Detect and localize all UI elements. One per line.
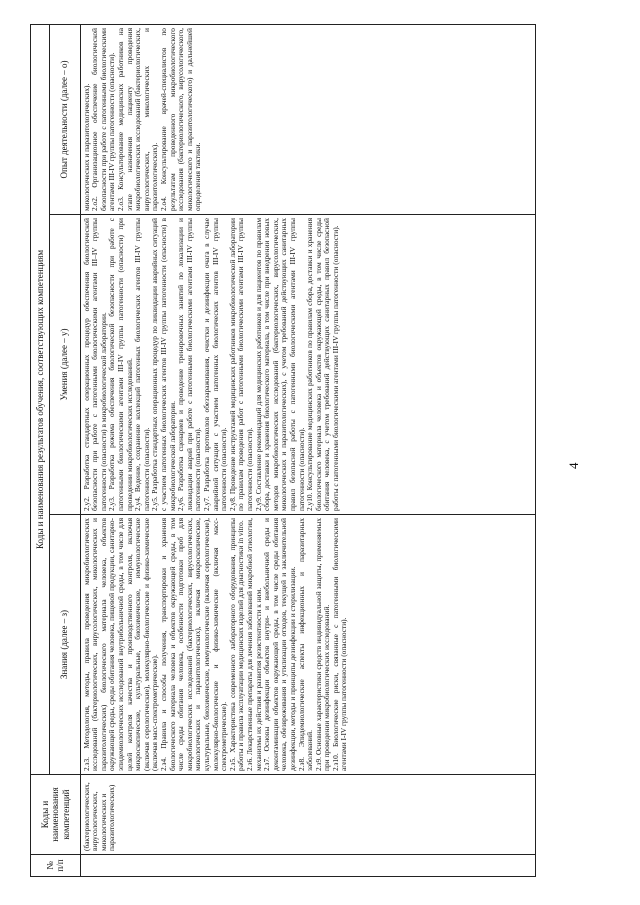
col-header-knowledge: Знания (далее – з) bbox=[49, 515, 80, 775]
col-header-code: Коды и наименования компетенций bbox=[31, 775, 81, 855]
skill-item: 2.у10. Консультирование медицинских работников по правилам сбора, доставки и хранения биологического материала человека и объектов окружающей среды, в том числе среды обитания человека, с учетом требований действующих санитарных правил безопасной работы с патогенными биологическими агентами III-IV группы патогенности (опасности). bbox=[305, 218, 340, 511]
knowledge-item: 2.з8. Эпидемиологические аспекты инфекционных и паразитарных заболеваний. bbox=[296, 518, 315, 771]
knowledge-item: 2.з4. Правила и способы получения, транспортировки и хранения биологического материала человека и объектов окружающей среды, в том числе среды обитания человека, особенности подготовки проб для микробиологических исследований (бактериологических, вирусологических, микологических и паразитологических), включая микроскопические, культуральные, биохимические, иммунологические (включая серологические), молекулярно-биологические и физико-химические (включая масс-спектрометрические). bbox=[159, 518, 229, 771]
cell-experience bbox=[80, 25, 535, 215]
skill-item: 2.у6. Разработка сценариев и проведение тренировочных занятий по локализации и ликвидации аварий при работе с патогенными биологическими агентами III-IV группы патогенности (опасности). bbox=[176, 218, 203, 511]
cell-number bbox=[80, 855, 535, 877]
experience-item: 2.о2. Организационное обеспечение биологической безопасности при работе с патогенными биологическими агентами III-IV группы патогенности (опасности). bbox=[90, 28, 117, 211]
knowledge-item: 2.з5. Характеристика современного лабораторного оборудования, принципы работы и правила эксплуатации медицинских изделий для диагностики in vitro. bbox=[227, 518, 246, 771]
experience-item: 2.о3. Консультирование медицинских работников на этапе назначения пациенту проведения микробиологических исследований (бактериологических, вирусологических, микологических и паразитологических). bbox=[116, 28, 160, 211]
cell-knowledge bbox=[80, 515, 535, 775]
knowledge-item: 2.з9. Основные характеристики средств индивидуальной защиты, применяемых при проведении микробиологических исследований. bbox=[313, 518, 332, 771]
col-header-experience: Опыт деятельности (далее – о) bbox=[49, 25, 80, 215]
cell-skills bbox=[80, 215, 535, 515]
skill-item: 2.у8. Проведение инструктажей медицинских работников микробиологической лаборатории по правилам проведения работ с патогенными биологическими агентами III-IV группы патогенности (опасности). bbox=[227, 218, 254, 511]
col-header-number: № п/п bbox=[31, 855, 81, 877]
knowledge-item: 2.з6. Лекарственные препараты для лечения заболеваний микробной этиологии, механизмы их действия и развития резистентности к ним. bbox=[244, 518, 263, 771]
skill-item: 2.у4. Ведение, сохранение коллекций патогенных биологических агентов III-IV группы патогенности (опасности). bbox=[133, 218, 151, 511]
experience-item: 2.о4. Консультирование врачей-специалистов по результатам проведенного микробиологического исследования (бактериологического, вирусологического, микологического и паразитологического) и дальнейшей определения тактики. bbox=[159, 28, 203, 211]
knowledge-item: 2.з3. Методология, методы, правила проведения микробиологических исследований (бактериологических, вирусологических, микологических и паразитологических) биологического материала человека, объектов окружающей среды, среды обитания человека, пищевой продукции, санитарно-эпидемиологических исследований внутрибольничной среды, в том числе для целей контроля качества и производственного контроля, включая микроскопические, культуральные, биохимические, иммунологические (включая серологические), молекулярно-биологические и физико-химические (включая масс-спектрометрические). bbox=[81, 518, 160, 771]
competence-table bbox=[30, 24, 536, 877]
page-number: 4 bbox=[566, 462, 581, 469]
skill-item: 2.у2. Разработка стандартных операционных процедур обеспечения биологической безопасности при работе с патогенными биологическими агентами III–IV группы патогенности (опасности) в микробиологической лаборатории. bbox=[81, 218, 108, 511]
experience-item: микологических и паразитологических). bbox=[81, 83, 91, 211]
skill-item: 2.у9. Составление рекомендаций для медицинских работников и для пациентов по правилам сбора, доставки и хранения биологического материала, в том числе при внедрении новых методов микробиологических исследований (бактериологических, вирусологических, микологических и паразитологических), с учетом требований действующих санитарных правил безопасной работы с патогенными биологическими агентами III-IV группы патогенности (опасности). bbox=[253, 218, 306, 511]
col-header-skills: Умения (далее – у) bbox=[49, 215, 80, 515]
skill-item: 2.у3. Разработка режима обеспечения биологической безопасности при работе с патогенными биологическими агентами III-IV группы патогенности (опасности) при проведении микробиологических исследований. bbox=[107, 218, 134, 511]
table-header-main: Коды и наименования результатов обучения, соответствующих компетенциям bbox=[31, 25, 50, 775]
knowledge-item: 2.з7. Основы дезинфекции объектов внутри- и внебольничной среды и деконтаминации объектов окружающей среды, в том числе среды обитания человека, обезвреживания и утилизации отходов, текущей и заключительной дезинфекции, методы и принципы дезинфекции и стерилизации. bbox=[262, 518, 297, 771]
skill-item: 2.у5. Разработка стандартных операционных процедур по ликвидации аварийных ситуаций с участием патогенных биологических агентов III-IV группы патогенности (опасности) в микробиологической лаборатории. bbox=[150, 218, 177, 511]
table-row bbox=[80, 25, 535, 877]
knowledge-item: 2.з10. Биологические риски, связанные с патогенными биологическими агентами I-IV группы патогенности (опасности). bbox=[330, 518, 349, 771]
skill-item: 2.у7. Разработка протоколов обеззараживания, очистки и дезинфекции очага в случае аварийной ситуации с участием патогенных биологических агентов III-IV группы патогенности (опасности). bbox=[201, 218, 229, 511]
cell-competence: (бактериологических, вирусологических, микологических и паразитологических) bbox=[80, 775, 535, 855]
